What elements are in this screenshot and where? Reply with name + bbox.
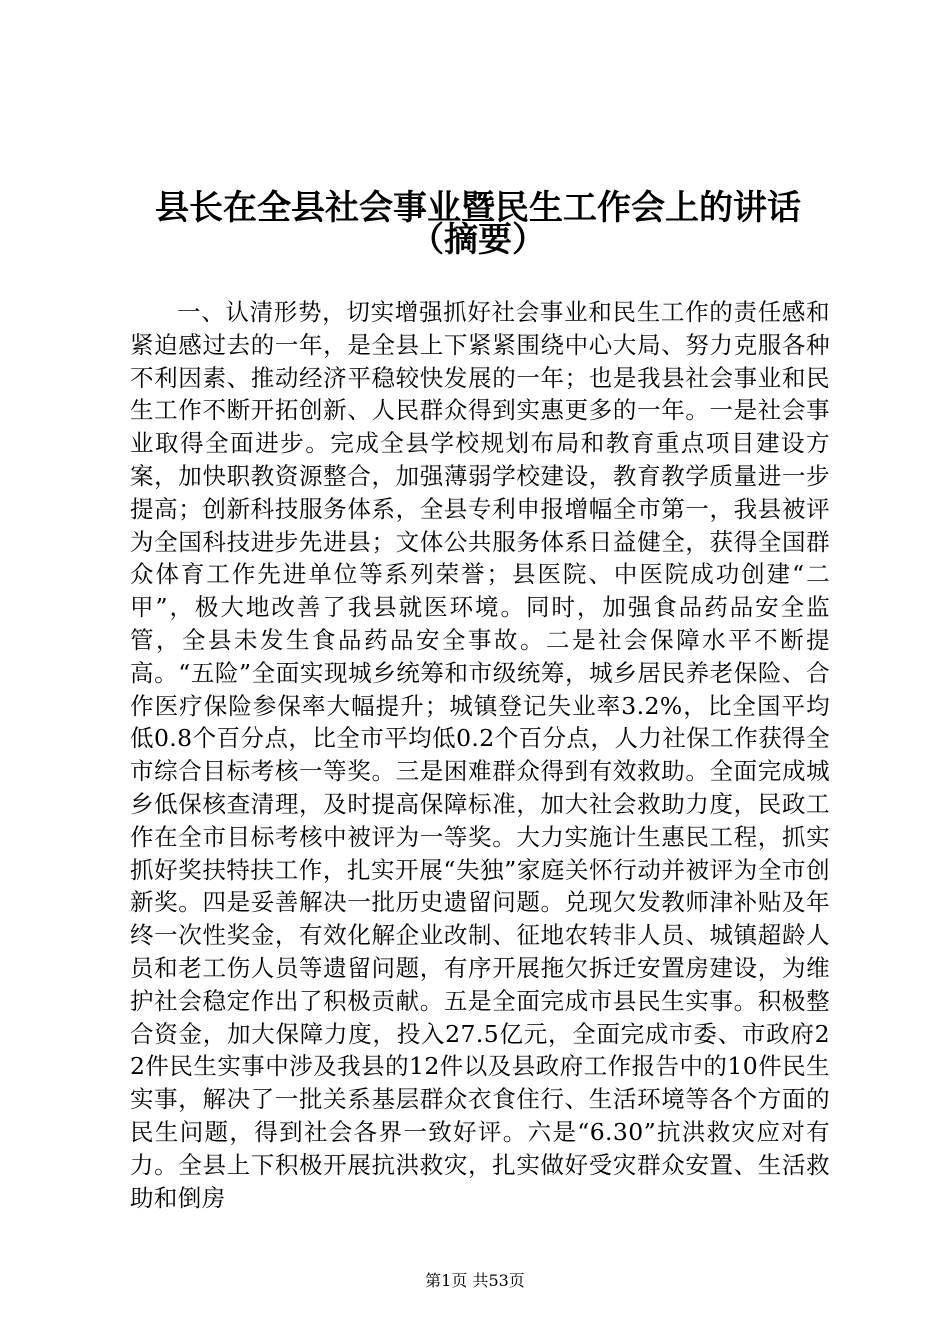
page-footer: 第1页 共53页: [425, 1271, 525, 1290]
document-body-paragraph: 一、认清形势，切实增强抓好社会事业和民生工作的责任感和紧迫感过去的一年，是全县上下紧紧围绕中心大局、努力克服各种不利因素、推动经济平稳较快发展的一年；也是我县社会事业和民生工作不断开拓创新、人民群众得到实惠更多的一年。一是社会事业取得全面进步。完成全县学校规划布局和教育重点项目建设方案，加快职教资源整合，加强薄弱学校建设，教育教学质量进一步提高；创新科技服务体系，全县专利申报增幅全市第一，我县被评为全国科技进步先进县；文体公共服务体系日益健全，获得全国群众体育工作先进单位等系列荣誉；县医院、中医院成功创建“二甲”，极大地改善了我县就医环境。同时，加强食品药品安全监管，全县未发生食品药品安全事故。二是社会保障水平不断提高。“五险”全面实现城乡统筹和市级统筹，城乡居民养老保险、合作医疗保险参保率大幅提升；城镇登记失业率3.2%，比全国平均低0.8个百分点，比全市平均低0.2个百分点，人力社保工作获得全市综合目标考核一等奖。三是困难群众得到有效救助。全面完成城乡低保核查清理，及时提高保障标准，加大社会救助力度，民政工作在全市目标考核中被评为一等奖。大力实施计生惠民工程，抓实抓好奖扶特扶工作，扎实开展“失独”家庭关怀行动并被评为全市创新奖。四是妥善解决一批历史遗留问题。兑现欠发教师津补贴及年终一次性奖金，有效化解企业改制、征地农转非人员、城镇超龄人员和老工伤人员等遗留问题，有序开展拖欠拆迁安置房建设，为维护社会稳定作出了积极贡献。五是全面完成市县民生实事。积极整合资金，加大保障力度，投入27.5亿元，全面完成市委、市政府22件民生实事中涉及我县的12件以及县政府工作报告中的10件民生实事，解决了一批关系基层群众衣食住行、生活环境等各个方面的民生问题，得到社会各界一致好评。六是“6.30”抗洪救灾应对有力。全县上下积极开展抗洪救灾，扎实做好受灾群众安置、生活救助和倒房: [130, 298, 830, 1212]
document-title: 县长在全县社会事业暨民生工作会上的讲话: [155, 188, 801, 228]
document-subtitle: （摘要）: [410, 220, 546, 260]
